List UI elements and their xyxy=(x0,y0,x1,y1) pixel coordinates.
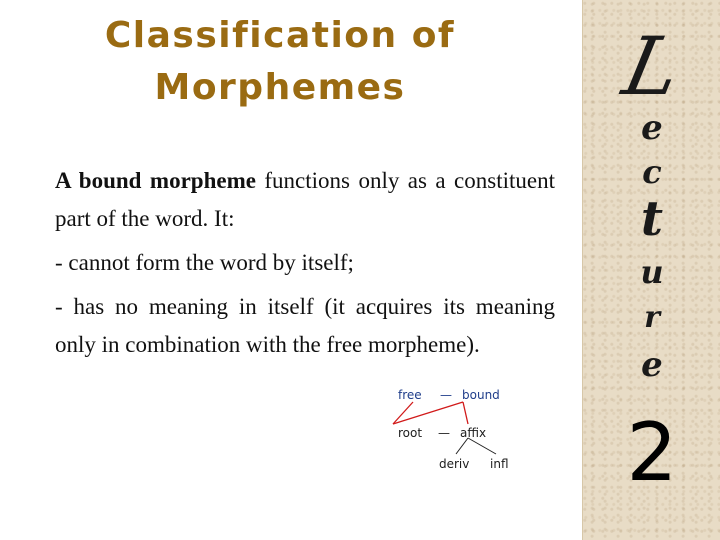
lecture-number: 2 xyxy=(626,406,678,499)
line-affix-to-infl xyxy=(468,438,496,454)
lecture-letter-t: t xyxy=(640,191,664,247)
line-bound-to-affix xyxy=(463,402,468,424)
body-text xyxy=(55,162,555,364)
label-bound: bound xyxy=(462,388,500,402)
definition-paragraph xyxy=(55,162,555,238)
label-dash-top: — xyxy=(440,388,452,402)
definition-rest: functions only as a constituent part of the word. It: xyxy=(55,168,555,231)
label-root: root xyxy=(398,426,423,440)
label-infl: infl xyxy=(490,457,509,471)
lecture-letter-e-final: e xyxy=(641,345,663,385)
label-dash-bottom: — xyxy=(438,426,450,440)
bound-morpheme-term: A bound morpheme xyxy=(55,168,256,193)
side-panel-lecture xyxy=(582,0,720,540)
bullet-cannot-form: - cannot form the word by itself; xyxy=(55,250,354,275)
title-line-2: Morphemes xyxy=(154,67,406,108)
label-affix: affix xyxy=(460,426,487,440)
morpheme-tree-diagram xyxy=(368,380,530,480)
label-free: free xyxy=(398,388,422,402)
morpheme-tree-svg xyxy=(368,380,530,480)
lecture-letter-c: c xyxy=(642,153,662,191)
bullet-no-meaning: - has no meaning in itself (it acquires its meaning only in combination with the free morpheme). xyxy=(55,294,555,357)
title-line-1: Classification of xyxy=(104,15,456,56)
lecture-letter-e: e xyxy=(641,108,663,148)
lecture-letter-L: L xyxy=(615,20,689,113)
line-affix-to-deriv xyxy=(456,438,468,454)
slide-title xyxy=(40,10,520,114)
label-deriv: deriv xyxy=(439,457,470,471)
lecture-letter-r: r xyxy=(644,300,660,335)
lecture-letter-u: u xyxy=(640,253,664,291)
